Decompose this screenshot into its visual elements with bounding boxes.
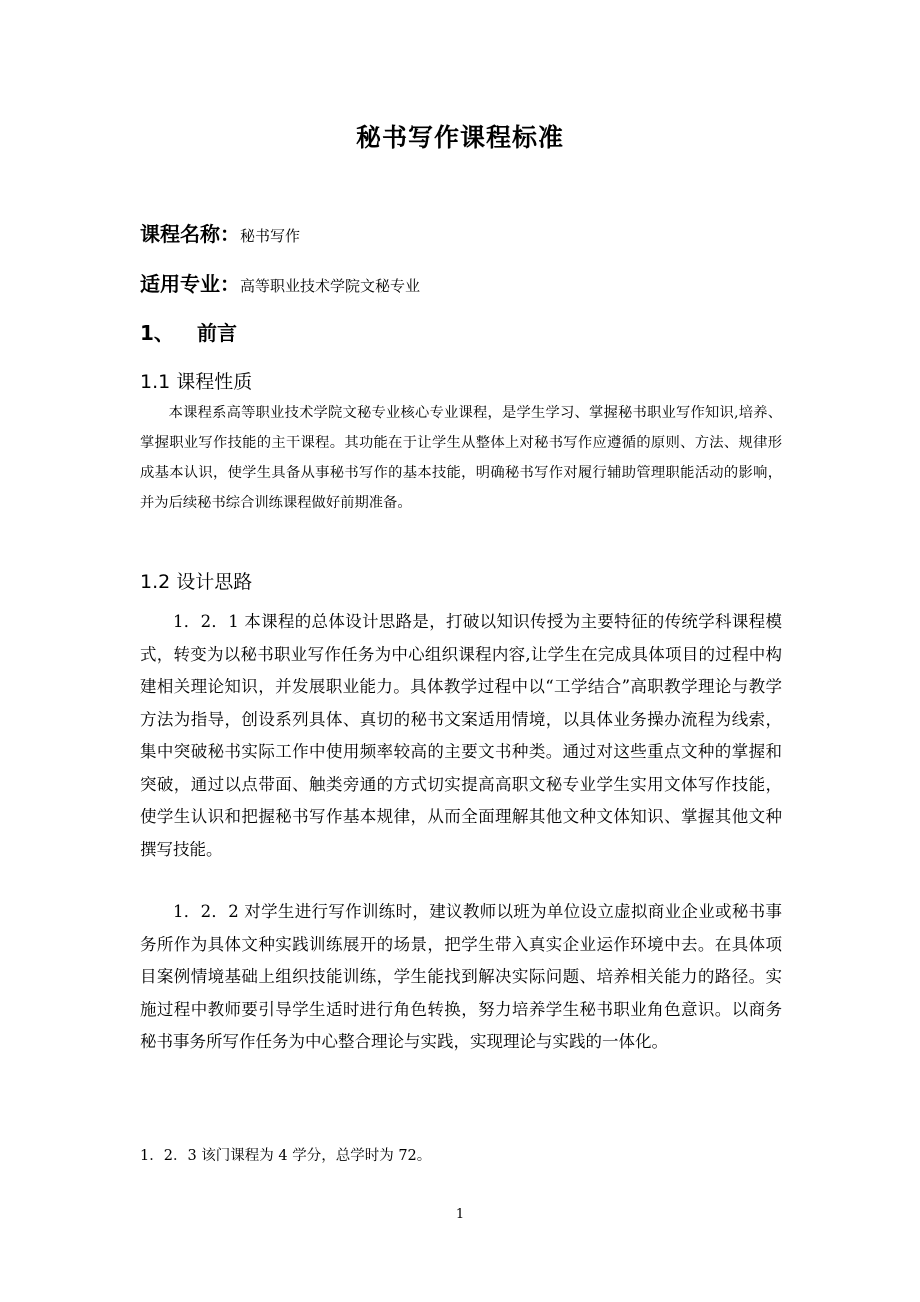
section-1-2-heading: 1.2 设计思路 — [140, 571, 253, 593]
course-name-value: 秘书写作 — [240, 227, 301, 245]
major-line — [140, 268, 420, 297]
major-value: 高等职业技术学院文秘专业 — [240, 277, 421, 295]
section-1-title: 前言 — [197, 321, 237, 345]
document-title: 秘书写作课程标准 — [355, 123, 564, 152]
section-1-1-heading: 1.1 课程性质 — [140, 371, 253, 393]
section-1-number: 1、 — [140, 321, 174, 345]
section-1-heading — [140, 317, 237, 346]
course-name-line — [140, 218, 300, 247]
paragraph-1-2-3: 1．2．3 该门课程为 4 学分，总学时为 72。 — [140, 1148, 432, 1164]
major-label: 适用专业： — [140, 272, 240, 296]
course-name-label: 课程名称： — [140, 222, 240, 246]
section-1-1-paragraph: 本课程系高等职业技术学院文秘专业核心专业课程，是学生学习、掌握秘书职业写作知识,培养、掌握职业写作技能的主干课程。其功能在于让学生从整体上对秘书写作应遵循的原则、方法、规律形成基本认识，使学生具备从事秘书写作的基本技能，明确秘书写作对履行辅助管理职能活动的影响，并为后续秘书综合训练课程做好前期准备。 — [140, 405, 782, 511]
paragraph-1-2-1: 1．2．1 本课程的总体设计思路是，打破以知识传授为主要特征的传统学科课程模式，转变为以秘书职业写作任务为中心组织课程内容,让学生在完成具体项目的过程中构建相关理论知识，并发展职业能力。具体教学过程中以“工学结合”高职教学理论与教学方法为指导，创设系列具体、真切的秘书文案适用情境，以具体业务操办流程为线索，集中突破秘书实际工作中使用频率较高的主要文书种类。通过对这些重点文种的掌握和突破，通过以点带面、触类旁通的方式切实提高高职文秘专业学生实用文体写作技能，使学生认识和把握秘书写作基本规律，从而全面理解其他文种文体知识、掌握其他文种撰写技能。 — [140, 612, 782, 859]
page-number: 1 — [455, 1207, 465, 1222]
paragraph-1-2-2: 1．2．2 对学生进行写作训练时，建议教师以班为单位设立虚拟商业企业或秘书事务所作为具体文种实践训练展开的场景，把学生带入真实企业运作环境中去。在具体项目案例情境基础上组织技能训练，学生能找到解决实际问题、培养相关能力的路径。实施过程中教师要引导学生适时进行角色转换，努力培养学生秘书职业角色意识。以商务秘书事务所写作任务为中心整合理论与实践，实现理论与实践的一体化。 — [140, 902, 782, 1051]
